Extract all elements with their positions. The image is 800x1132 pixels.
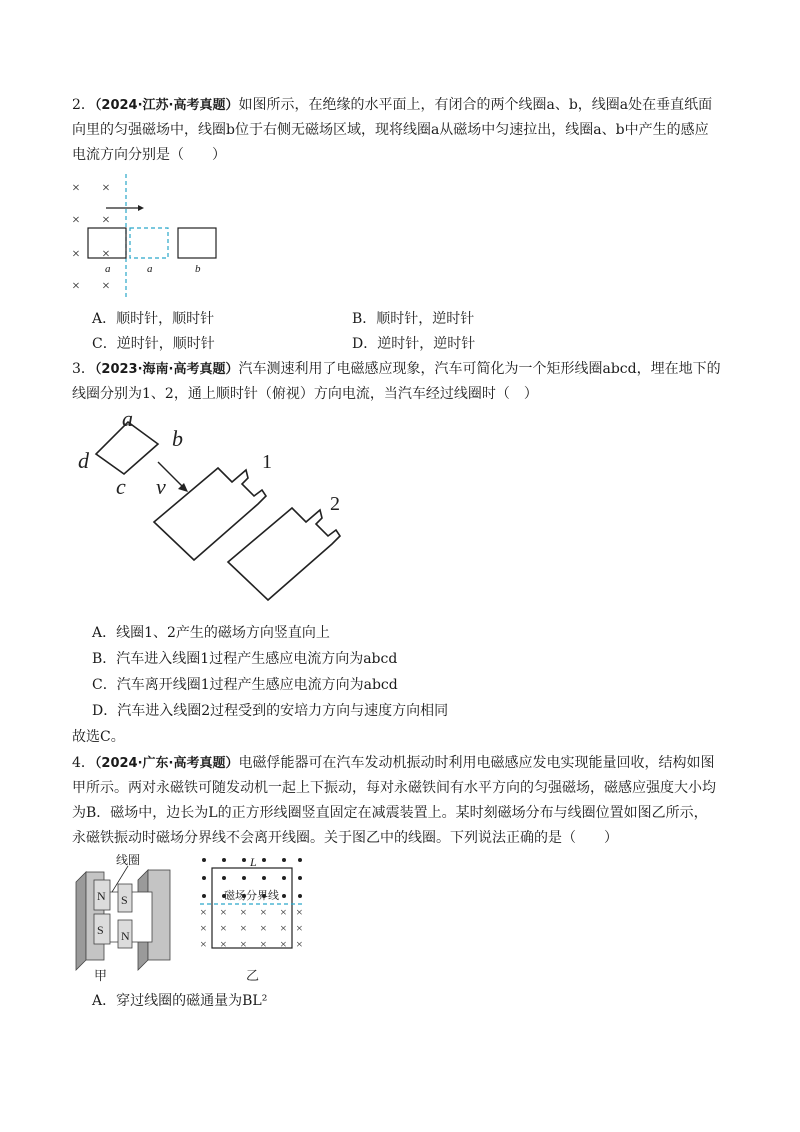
ground-coil-2 xyxy=(228,508,340,600)
field-cross: × xyxy=(280,921,287,935)
q4-stem-4: 永磁铁振动时磁场分界线不会离开线圈。关于图乙中的线圈。下列说法正确的是（ ） xyxy=(72,830,618,846)
q4-figure-jia xyxy=(72,852,182,984)
q2-stem-1: 如图所示，在绝缘的水平面上，有闭合的两个线圈a、b，线圈a处在垂直纸面 xyxy=(238,97,713,113)
q4-figure-yi xyxy=(194,852,304,984)
field-crosses-into-page xyxy=(200,905,303,951)
field-cross: × xyxy=(260,905,267,919)
side-length-label: L xyxy=(250,855,257,869)
field-cross: × xyxy=(200,937,207,951)
q3-option-d[interactable]: D．汽车进入线圈2过程受到的安培力方向与速度方向相同 xyxy=(92,703,449,719)
label-v: v xyxy=(156,474,166,499)
q4-stem-2: 甲所示。两对永磁铁可随发动机一起上下振动，每对永磁铁间有水平方向的匀强磁场，磁感应强度大小均 xyxy=(72,780,716,796)
ground-coil-1 xyxy=(154,468,266,560)
field-cross: × xyxy=(296,905,303,919)
figure-jia-label: 甲 xyxy=(94,968,108,983)
field-dot xyxy=(298,894,302,898)
coil-label: 线圈 xyxy=(116,853,141,867)
label-n-right: N xyxy=(121,929,130,943)
field-dot xyxy=(262,876,266,880)
field-dot xyxy=(282,858,286,862)
q3-answer: 故选C。 xyxy=(72,729,125,745)
cross-mark: × xyxy=(102,213,110,228)
label-a: a xyxy=(122,410,133,431)
coil-2-label: 2 xyxy=(330,493,340,515)
cross-mark: × xyxy=(102,181,110,196)
label-n-left: N xyxy=(97,889,106,903)
field-cross: × xyxy=(200,905,207,919)
q2-line-1 xyxy=(72,96,712,115)
q3-number: 3． xyxy=(72,361,95,377)
field-dot xyxy=(202,894,206,898)
field-cross: × xyxy=(280,905,287,919)
q3-option-c[interactable]: C．汽车离开线圈1过程产生感应电流方向为abcd xyxy=(92,677,398,693)
label-b: b xyxy=(172,426,183,451)
field-cross: × xyxy=(240,937,247,951)
label-s-right: S xyxy=(121,893,128,907)
q3-option-b[interactable]: B．汽车进入线圈1过程产生感应电流方向为abcd xyxy=(92,651,398,667)
q4-line-1 xyxy=(72,754,714,773)
q2-stem-3: 电流方向分别是（ ） xyxy=(72,147,226,163)
label-s-left: S xyxy=(97,923,104,937)
cross-mark: × xyxy=(102,247,110,262)
q3-figure xyxy=(72,410,362,610)
left-plate-side xyxy=(76,872,86,970)
field-cross: × xyxy=(296,937,303,951)
label-d: d xyxy=(78,448,89,473)
field-cross: × xyxy=(220,921,227,935)
q2-option-d[interactable]: D．逆时针，逆时针 xyxy=(352,336,476,352)
q3-source-tag: （2023·海南·高考真题） xyxy=(94,362,239,377)
field-dot xyxy=(262,858,266,862)
q2-option-b[interactable]: B．顺时针，逆时针 xyxy=(352,311,475,327)
q2-option-a[interactable]: A．顺时针，顺时针 xyxy=(92,311,215,327)
field-dot xyxy=(242,876,246,880)
q2-number: 2． xyxy=(72,97,95,113)
cross-mark: × xyxy=(72,213,80,228)
field-dot xyxy=(282,876,286,880)
field-dot xyxy=(282,894,286,898)
q4-option-a[interactable]: A．穿过线圈的磁通量为BL² xyxy=(92,993,268,1009)
coil-1-label: 1 xyxy=(262,451,272,473)
q2-figure xyxy=(66,172,236,304)
cross-mark: × xyxy=(102,279,110,294)
field-dot xyxy=(298,876,302,880)
q3-option-a[interactable]: A．线圈1、2产生的磁场方向竖直向上 xyxy=(92,625,330,641)
coil-a-moved xyxy=(130,228,168,258)
q4-source-tag: （2024·广东·高考真题） xyxy=(94,756,239,771)
q4-stem-1: 电磁俘能器可在汽车发动机振动时利用电磁感应发电实现能量回收，结构如图 xyxy=(238,755,715,771)
boundary-label: 磁场分界线 xyxy=(224,890,279,902)
cross-mark: × xyxy=(72,181,80,196)
q2-stem-2: 向里的匀强磁场中，线圈b位于右侧无磁场区域，现将线圈a从磁场中匀速拉出，线圈a、b中产生的感应 xyxy=(72,122,709,138)
coil-b xyxy=(178,228,216,258)
label-a-moved: a xyxy=(147,263,153,275)
cross-mark: × xyxy=(72,247,80,262)
q3-stem-1: 汽车测速利用了电磁感应现象，汽车可简化为一个矩形线圈abcd，埋在地下的 xyxy=(238,361,721,377)
arrow-head-icon xyxy=(138,205,144,211)
field-cross: × xyxy=(260,921,267,935)
field-cross: × xyxy=(280,937,287,951)
field-cross: × xyxy=(220,937,227,951)
label-b: b xyxy=(195,263,201,275)
field-cross: × xyxy=(240,921,247,935)
q4-stem-3: 为B．磁场中，边长为L的正方形线圈竖直固定在减震装置上。某时刻磁场分布与线圈位置如图乙所示， xyxy=(72,805,708,821)
field-dot xyxy=(222,858,226,862)
field-cross: × xyxy=(296,921,303,935)
field-cross: × xyxy=(220,905,227,919)
q2-source-tag: （2024·江苏·高考真题） xyxy=(94,98,239,113)
q4-number: 4． xyxy=(72,755,95,771)
q3-line-1 xyxy=(72,360,721,379)
field-dot xyxy=(202,876,206,880)
q2-option-c[interactable]: C．逆时针，顺时针 xyxy=(92,336,215,352)
q3-stem-2: 线圈分别为1、2，通上顺时针（俯视）方向电流，当汽车经过线圈时（ ） xyxy=(72,386,538,402)
field-cross: × xyxy=(240,905,247,919)
field-dot xyxy=(222,876,226,880)
field-dot xyxy=(242,858,246,862)
label-a-original: a xyxy=(105,263,111,275)
label-c: c xyxy=(116,474,126,499)
field-dot xyxy=(202,858,206,862)
q2-magnetic-field-crosses xyxy=(72,181,110,294)
field-dot xyxy=(298,858,302,862)
field-cross: × xyxy=(200,921,207,935)
figure-yi-label: 乙 xyxy=(246,968,260,983)
cross-mark: × xyxy=(72,279,80,294)
field-cross: × xyxy=(260,937,267,951)
